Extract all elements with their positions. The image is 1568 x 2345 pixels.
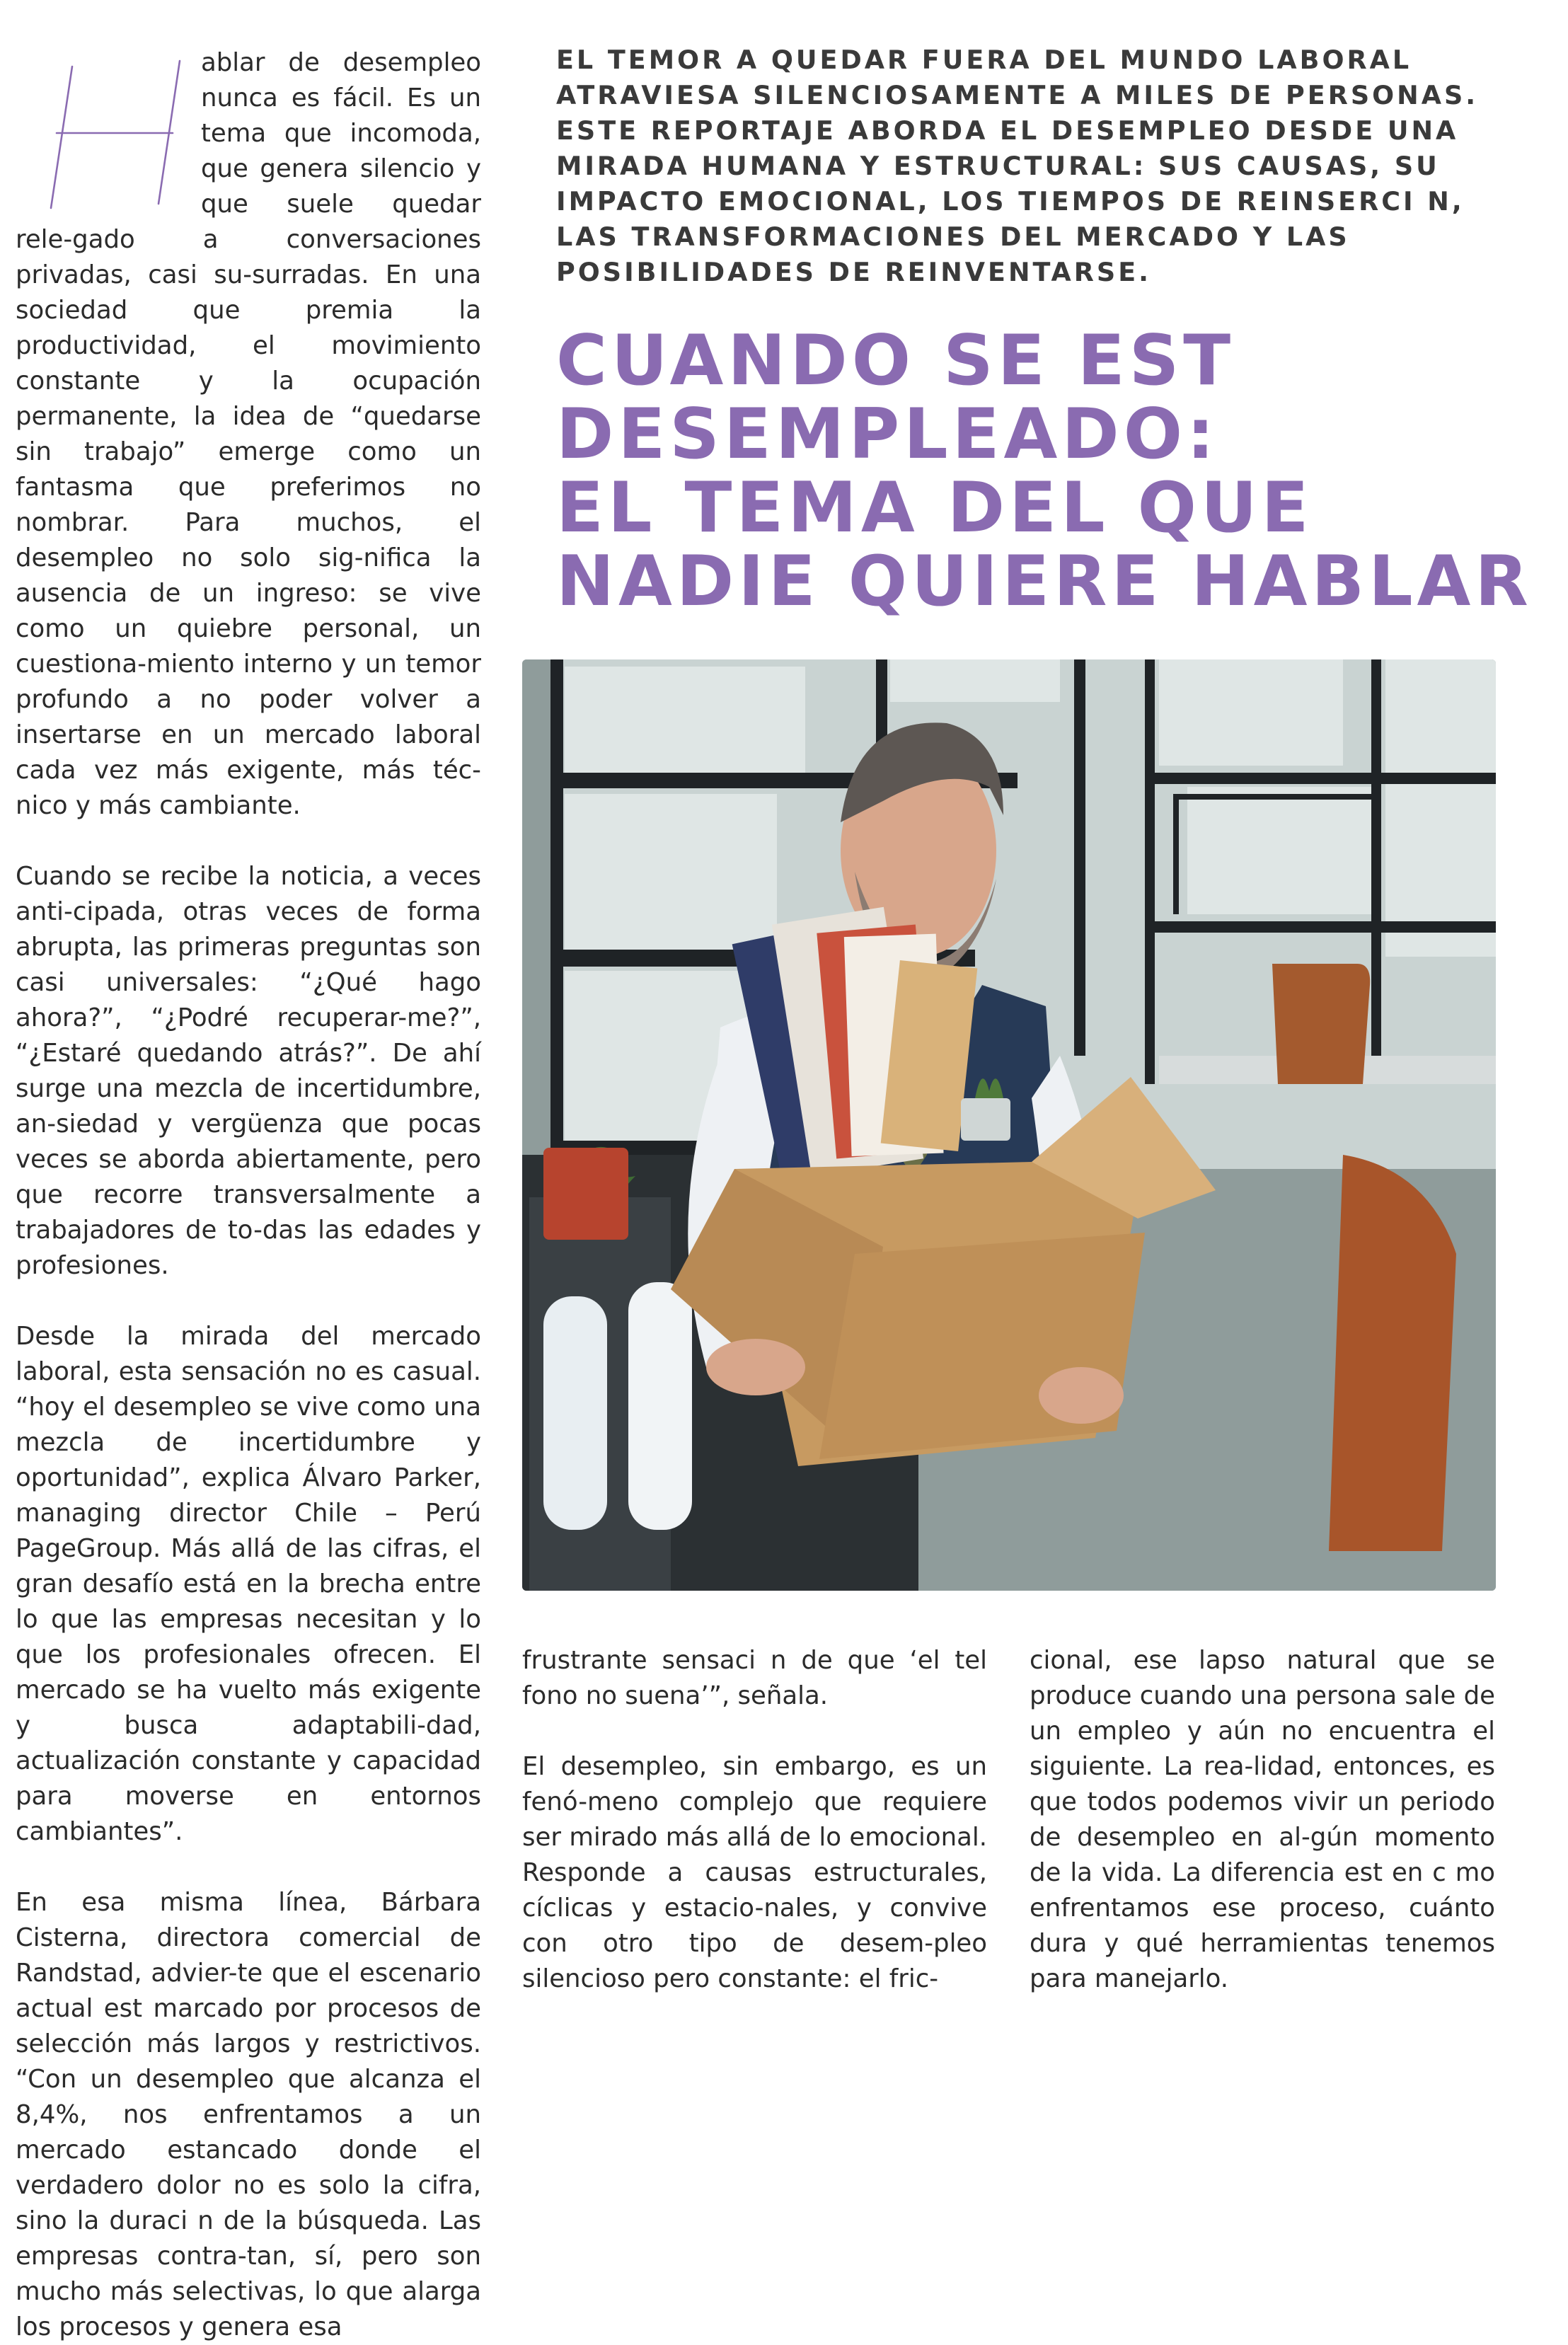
headline-line-4: NADIE QUIERE HABLAR: [556, 541, 1533, 622]
standfirst: EL TEMOR A QUEDAR FUERA DEL MUNDO LABORAL ATRAVIESA SILENCIOSAMENTE A MILES DE PERSONAS. ESTE REPORTAJE ABORDA EL DESEMPLEO DESDE UNA MIRADA HUMANA Y ESTRUCTURAL: SUS CAUSAS, SU IMPACTO EMOCIONAL, LOS TIEMPOS DE REINSERCI N, LAS TRANSFORMACIONES DEL MERCADO Y LAS POSIBILIDADES DE REINVENTARSE.: [556, 45, 1479, 287]
headline: [556, 321, 1533, 622]
left-paragraph-4: En esa misma línea, Bárbara Cisterna, directora comercial de Randstad, advier-te que el escenario actual est marcado por procesos de selección más largos y restrictivos. “Con un desempleo que alcanza el 8,4%, nos enfrentamos a un mercado estancado donde el verdadero dolor no es solo la cifra, sino la duraci n de la búsqueda. Las empresas contra-tan, sí, pero son mucho más selectivas, lo que alarga los procesos y genera esa: [16, 1888, 481, 2341]
middle-column: [522, 1643, 987, 1997]
left-paragraph-1: ablar de desempleo nunca es fácil. Es un tema que incomoda, que genera silencio y que suele quedar rele-gado a conversaciones privadas, casi su-surradas. En una sociedad que premia la productividad, el movimiento constante y la ocupación permanente, la idea de “quedarse sin trabajo” emerge como un fantasma que preferimos no nombrar. Para muchos, el desempleo no solo sig-nifica la ausencia de un ingreso: se vive como un quiebre personal, un cuestiona-miento interno y un temor profundo a no poder volver a insertarse en un mercado laboral cada vez más exigente, más téc-nico y más cambiante.: [16, 48, 481, 820]
photo-man-carrying-box: [522, 659, 1496, 1591]
left-paragraph-3: Desde la mirada del mercado laboral, esta sensación no es casual. “hoy el desempleo se vive como una mezcla de incertidumbre y oportunidad”, explica Álvaro Parker, managing director Chile – Perú PageGroup. Más allá de las cifras, el gran desafío está en la brecha entre lo que las empresas necesitan y lo que los profesionales ofrecen. El mercado se ha vuelto más exigente y busca adaptabili-dad, actualización constante y capacidad para moverse en entornos cambiantes”.: [16, 1322, 481, 1846]
middle-paragraph-2: El desempleo, sin embargo, es un fenó-meno complejo que requiere ser mirado más allá de lo emocional. Responde a causas estructurales, cíclicas y estacio-nales, y convive con otro tipo de desem-pleo silencioso pero constante: el fric-: [522, 1752, 987, 1993]
left-paragraph-2: Cuando se recibe la noticia, a veces anti-cipada, otras veces de forma abrupta, las primeras preguntas son casi universales: “¿Qué hago ahora?”, “¿Podré recuperar-me?”, “¿Estaré quedando atrás?”. De ahí surge una mezcla de incertidumbre, an-siedad y vergüenza que pocas veces se aborda abiertamente, pero que recorre transversalmente a trabajadores de to-das las edades y profesiones.: [16, 862, 481, 1280]
photo-illustration: [522, 659, 1496, 1591]
right-paragraph-1: cional, ese lapso natural que se produce cuando una persona sale de un empleo y aún no encuentra el siguiente. La rea-lidad, entonces, es que todos podemos vivir un periodo de desempleo en al-gún momento de la vida. La diferencia est en c mo enfrentamos ese proceso, cuánto dura y qué herramientas tenemos para manejarlo.: [1030, 1646, 1495, 1993]
headline-line-1: CUANDO SE EST: [556, 321, 1235, 401]
left-column: [16, 45, 481, 2345]
dropcap: [16, 45, 201, 222]
right-column: [1030, 1643, 1495, 1997]
headline-line-2: DESEMPLEADO:: [556, 394, 1219, 475]
headline-line-3: EL TEMA DEL QUE: [556, 468, 1313, 548]
middle-paragraph-1: frustrante sensaci n de que ‘el tel fono no suena’”, señala.: [522, 1646, 987, 1710]
dropcap-h-graphic: [31, 52, 194, 215]
